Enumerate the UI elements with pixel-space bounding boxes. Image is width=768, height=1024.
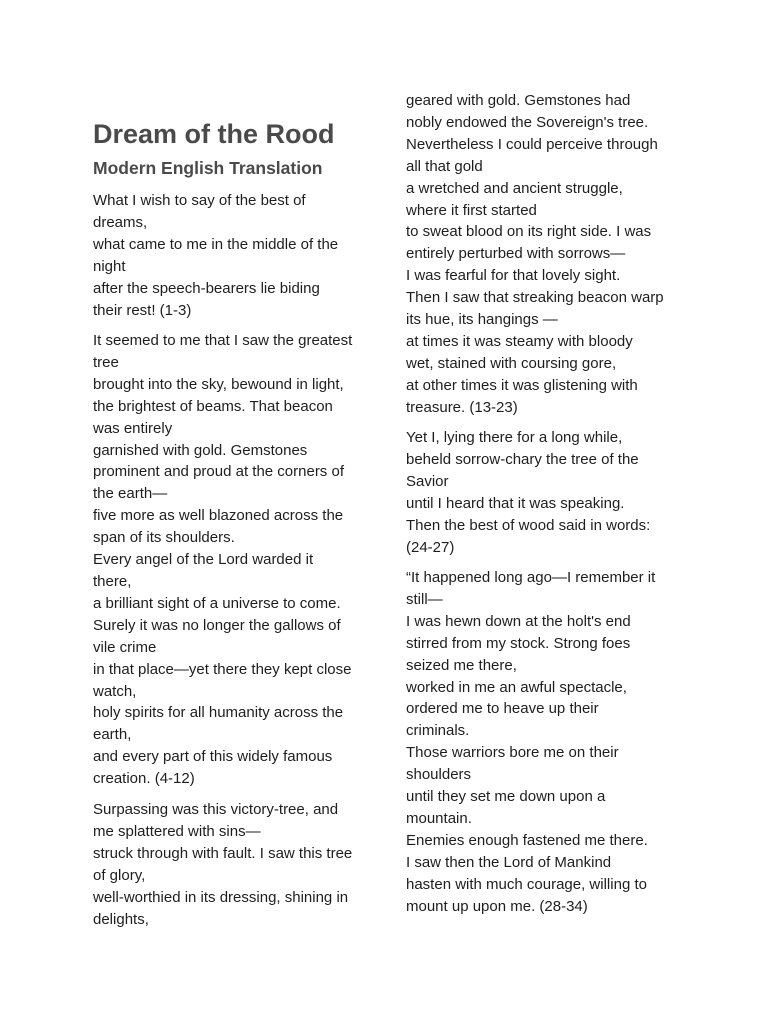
poem-line: criminals. xyxy=(406,722,470,740)
poem-line: ordered me to heave up their xyxy=(406,700,599,718)
poem-line: five more as well blazoned across the xyxy=(93,507,344,525)
poem-line: Savior xyxy=(406,472,449,490)
poem-line: Those warriors bore me on their xyxy=(406,744,619,762)
poem-line: holy spirits for all humanity across the xyxy=(93,704,344,722)
poem-line: mount up upon me. (28-34) xyxy=(406,897,588,915)
poem-line: their rest! (1-3) xyxy=(93,301,192,319)
poem-line: Every angel of the Lord warded it xyxy=(93,551,314,569)
poem-line: there, xyxy=(93,572,132,590)
poem-line: Then I saw that streaking beacon warp xyxy=(406,289,664,307)
poem-line: all that gold xyxy=(406,157,483,175)
poem-line: a brilliant sight of a universe to come. xyxy=(93,594,341,612)
poem-line: Surely it was no longer the gallows of xyxy=(93,616,341,634)
poem-line: creation. (4-12) xyxy=(93,770,195,788)
poem-line: mountain. xyxy=(406,809,472,827)
poem-line: nobly endowed the Sovereign's tree. xyxy=(406,113,649,131)
stanza xyxy=(406,90,664,419)
poem-line: its hue, its hangings — xyxy=(406,311,558,329)
poem-line: was entirely xyxy=(93,419,173,437)
stanza xyxy=(93,190,338,321)
poem-line: still— xyxy=(406,590,443,608)
poem-line: to sweat blood on its right side. I was xyxy=(406,223,652,241)
poem-line: beheld sorrow-chary the tree of the xyxy=(406,450,639,468)
poem-line: delights, xyxy=(93,910,149,928)
stanza xyxy=(406,427,650,558)
poem-line: night xyxy=(93,257,126,275)
poem-line: at other times it was glistening with xyxy=(406,376,638,394)
stanza xyxy=(93,330,352,790)
poem-line: hasten with much courage, willing to xyxy=(406,875,647,893)
stanza xyxy=(93,799,352,930)
poem-line: I was hewn down at the holt's end xyxy=(406,612,631,630)
poem-line: in that place—yet there they kept close xyxy=(93,660,352,678)
poem-line: dreams, xyxy=(93,213,148,231)
poem-line: me splattered with sins— xyxy=(93,822,261,840)
stanza xyxy=(406,567,655,918)
poem-line: wet, stained with coursing gore, xyxy=(406,354,617,372)
poem-line: stirred from my stock. Strong foes xyxy=(406,634,631,652)
page-title: Dream of the Rood xyxy=(93,119,335,149)
poem-line: the earth— xyxy=(93,485,168,503)
poem-line: prominent and proud at the corners of xyxy=(93,463,344,481)
poem-line: where it first started xyxy=(406,201,537,219)
poem-line: shoulders xyxy=(406,766,472,784)
poem-line: brought into the sky, bewound in light, xyxy=(93,375,344,393)
poem-line: Then the best of wood said in words: xyxy=(406,516,651,534)
poem-line: and every part of this widely famous xyxy=(93,748,333,766)
poem-line: I was fearful for that lovely sight. xyxy=(406,267,621,285)
poem-line: earth, xyxy=(93,726,132,744)
poem-line: until they set me down upon a xyxy=(406,788,606,806)
poem-line: vile crime xyxy=(93,638,157,656)
poem-line: the brightest of beams. That beacon xyxy=(93,397,333,415)
poem-line: Nevertheless I could perceive through xyxy=(406,135,658,153)
page-subtitle: Modern English Translation xyxy=(93,158,323,178)
poem-line: entirely perturbed with sorrows— xyxy=(406,245,626,263)
poem-line: seized me there, xyxy=(406,656,517,674)
poem-line: after the speech-bearers lie biding xyxy=(93,279,320,297)
poem-line: “It happened long ago—I remember it xyxy=(406,569,656,586)
poem-line: Surpassing was this victory-tree, and xyxy=(93,801,339,818)
poem-line: at times it was steamy with bloody xyxy=(406,332,633,350)
poem-line: Enemies enough fastened me there. xyxy=(406,831,648,849)
poem-line: geared with gold. Gemstones had xyxy=(406,92,631,109)
poem-line: I saw then the Lord of Mankind xyxy=(406,853,612,871)
poem-line: treasure. (13-23) xyxy=(406,398,518,416)
poem-line: a wretched and ancient struggle, xyxy=(406,179,623,197)
poem-line: (24-27) xyxy=(406,538,455,556)
poem-line: It seemed to me that I saw the greatest xyxy=(93,332,353,349)
poem-line: tree xyxy=(93,353,119,371)
poem-line: Yet I, lying there for a long while, xyxy=(406,429,623,446)
poem-line: what came to me in the middle of the xyxy=(93,235,339,253)
poem-line: garnished with gold. Gemstones xyxy=(93,441,308,459)
poem-line: watch, xyxy=(93,682,137,700)
poem-line: worked in me an awful spectacle, xyxy=(406,678,627,696)
poem-line: of glory, xyxy=(93,866,146,884)
poem-line: until I heard that it was speaking. xyxy=(406,494,625,512)
poem-line: well-worthied in its dressing, shining in xyxy=(93,888,349,906)
poem-line: struck through with fault. I saw this tree xyxy=(93,844,353,862)
poem-line: span of its shoulders. xyxy=(93,529,235,547)
poem-line: What I wish to say of the best of xyxy=(93,192,306,209)
